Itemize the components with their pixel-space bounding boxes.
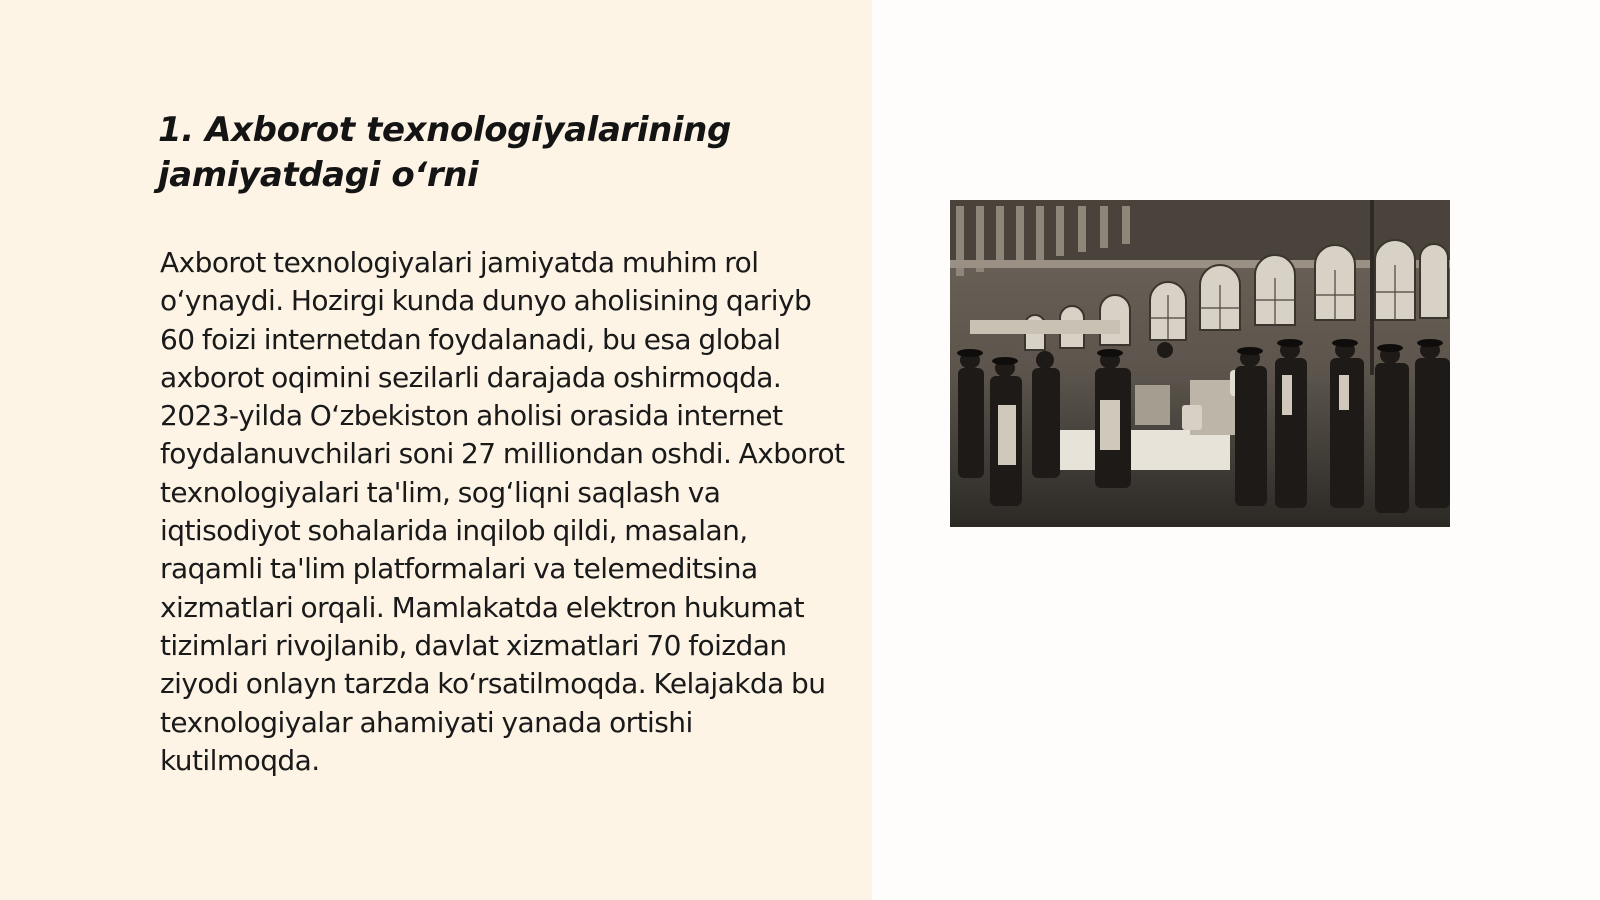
slide-title: 1. Axborot texnologiyalarining jamiyatdagi o‘rni (158, 110, 731, 195)
historical-photo (950, 200, 1450, 527)
slide-body-text: Axborot texnologiyalari jamiyatda muhim rol o‘ynaydi. Hozirgi kunda dunyo aholisining qariyb 60 foizi internetdan foydalanadi, bu esa global axborot oqimini sezilarli darajada oshirmoqda. 2023-yilda O‘zbekiston aholisi orasida internet foydalanuvchilari soni 27 milliondan oshdi. Axborot texnologiyalari ta'lim, sog‘liqni saqlash va iqtisodiyot sohalarida inqilob qildi, masalan, raqamli ta'lim platformalari va telemeditsina xizmatlari orqali. Mamlakatda elektron hukumat tizimlari rivojlanib, davlat xizmatlari 70 foizdan ziyodi onlayn tarzda ko‘rsatilmoqda. Kelajakda bu texnologiyalar ahamiyati yanada ortishi kutilmoqda. (160, 246, 845, 777)
